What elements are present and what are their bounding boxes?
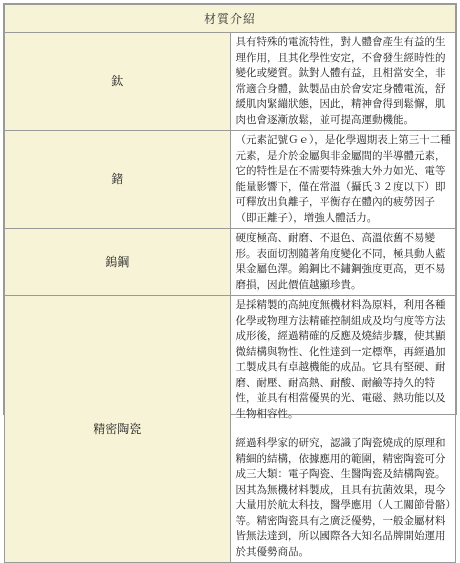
table-row: [5, 131, 456, 229]
material-label-germanium: 鍺: [5, 131, 231, 229]
table-header-row: [5, 5, 456, 33]
table-title: 材質介紹: [5, 5, 456, 33]
table-row: [5, 296, 456, 563]
material-label-titanium: 鈦: [5, 33, 231, 131]
material-desc-fine-ceramics: [230, 296, 456, 563]
description-paragraph: 是採精製的高純度無機材料為原料，利用各種化學或物理方法精確控制組成及均勻度等方法成形後，經過精確的反應及燒結步驟，使其顯微結構與物性、化性達到一定標準，再經過加工製成具有卓越機能的成品。它具有堅硬、耐磨、耐壓、耐高熱、耐酸、耐鹼等持久的特性，並具有相當優異的光、電磁、熱功能以及生物相容性。: [235, 299, 446, 420]
table-row: [5, 229, 456, 296]
material-label-tungsten-steel: 鎢鋼: [5, 229, 231, 296]
material-desc-germanium: [230, 131, 456, 229]
material-label-fine-ceramics: 精密陶瓷: [5, 296, 231, 563]
description-paragraph: 硬度極高、耐磨、不退色、高溫依舊不易變形。表面切割隨著角度變化不同，極具動人藍果金屬色澤。鎢鋼比不鏽鋼強度更高，更不易磨損，因此價值越顯珍貴。: [235, 232, 446, 291]
material-table: [4, 4, 456, 563]
description-paragraph: 具有特殊的電流特性，對人體會產生有益的生理作用，且其化學性安定，不會發生經時性的變化或變質。鈦對人體有益，且相當安全，非常適合身體，鈦製品由於會安定身體電流，舒緩肌肉緊繃狀態，因此，精神會得到鬆懈，肌肉也會逐漸放鬆，並可提高運動機能。: [235, 36, 446, 126]
description-paragraph: 經過科學家的研究，認識了陶瓷燒成的原理和精細的結構，依據應用的範圍，精密陶瓷可分成三大類：電子陶瓷、生醫陶瓷及結構陶瓷。因其為無機材料製成，且具有抗菌效果，現今大量用於航太科技，醫學應用（人工關節骨骼）等。精密陶瓷具有之廣泛優勢，一般金屬材料皆無法達到，所以國際各大知名品牌開始運用於其優勢商品。: [235, 437, 451, 558]
material-intro-panel: [3, 3, 457, 558]
description-paragraph: （元素記號Ｇｅ），是化學週期表上第三十二種元素，是介於金屬與非金屬間的半導體元素，它的特性是在不需要特殊強大外力如光、電等能量影響下，僅在常溫（攝氏３２度以下）即可釋放出負離子，平衡存在體內的疲勞因子（即正離子），增強人體活力。: [235, 134, 451, 224]
material-desc-titanium: [230, 33, 456, 131]
material-desc-tungsten-steel: [230, 229, 456, 296]
table-row: [5, 33, 456, 131]
